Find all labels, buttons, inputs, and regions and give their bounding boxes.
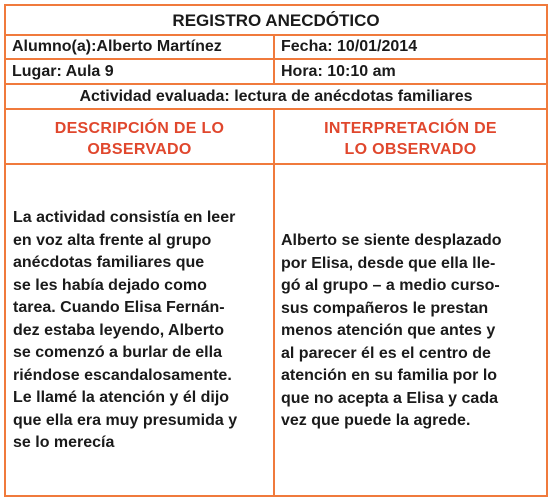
interpretation-line: sus compañeros le prestan [281, 299, 489, 317]
divider-headers [4, 163, 548, 165]
record-date: Fecha: 10/01/2014 [281, 38, 418, 55]
record-place: Lugar: Aula 9 [12, 63, 114, 80]
description-header [6, 118, 273, 162]
record-title: REGISTRO ANECDÓTICO [172, 11, 380, 30]
description-line: tarea. Cuando Elisa Fernán- [13, 299, 225, 316]
interpretation-header [275, 118, 546, 162]
description-line: Le llamé la atención y él dijo [13, 389, 230, 406]
description-line: anécdotas familiares que [13, 254, 205, 271]
interpretation-header-line2: LO OBSERVADO [344, 141, 477, 158]
interpretation-line: atención en su familia por lo [281, 367, 498, 384]
student-name: Alumno(a):Alberto Martínez [12, 38, 222, 55]
description-line: se les había dejado como [13, 276, 207, 294]
description-line: se comenzó a burlar de ella [13, 344, 222, 361]
interpretation-line: vez que puede la agrede. [281, 412, 471, 429]
description-line: La actividad consistía en leer [13, 209, 236, 226]
record-time: Hora: 10:10 am [281, 63, 396, 80]
interpretation-line: por Elisa, desde que ella lle- [281, 254, 496, 272]
interpretation-line: gó al grupo – a medio curso- [281, 277, 500, 294]
description-line: se lo merecía [13, 434, 115, 451]
description-line: riéndose escandalosamente. [13, 366, 232, 384]
interpretation-line: Alberto se siente desplazado [281, 232, 502, 249]
interpretation-line: menos atención que antes y [281, 322, 496, 339]
description-header-line2: OBSERVADO [87, 141, 192, 158]
divider-activity [4, 108, 548, 110]
description-header-line1: DESCRIPCIÓN DE LO [54, 120, 225, 137]
description-line: dez estaba leyendo, Alberto [13, 321, 225, 339]
interpretation-line: que no acepta a Elisa y cada [281, 389, 498, 407]
interpretation-text [281, 230, 547, 433]
evaluated-activity: Actividad evaluada: lectura de anécdotas familiares [79, 88, 473, 105]
interpretation-header-line1: INTERPRETACIÓN DE [324, 120, 497, 137]
description-line: en voz alta frente al grupo [13, 231, 212, 249]
interpretation-line: al parecer él es el centro de [281, 344, 491, 362]
description-line: que ella era muy presumida y [13, 411, 238, 429]
description-text [13, 207, 275, 455]
